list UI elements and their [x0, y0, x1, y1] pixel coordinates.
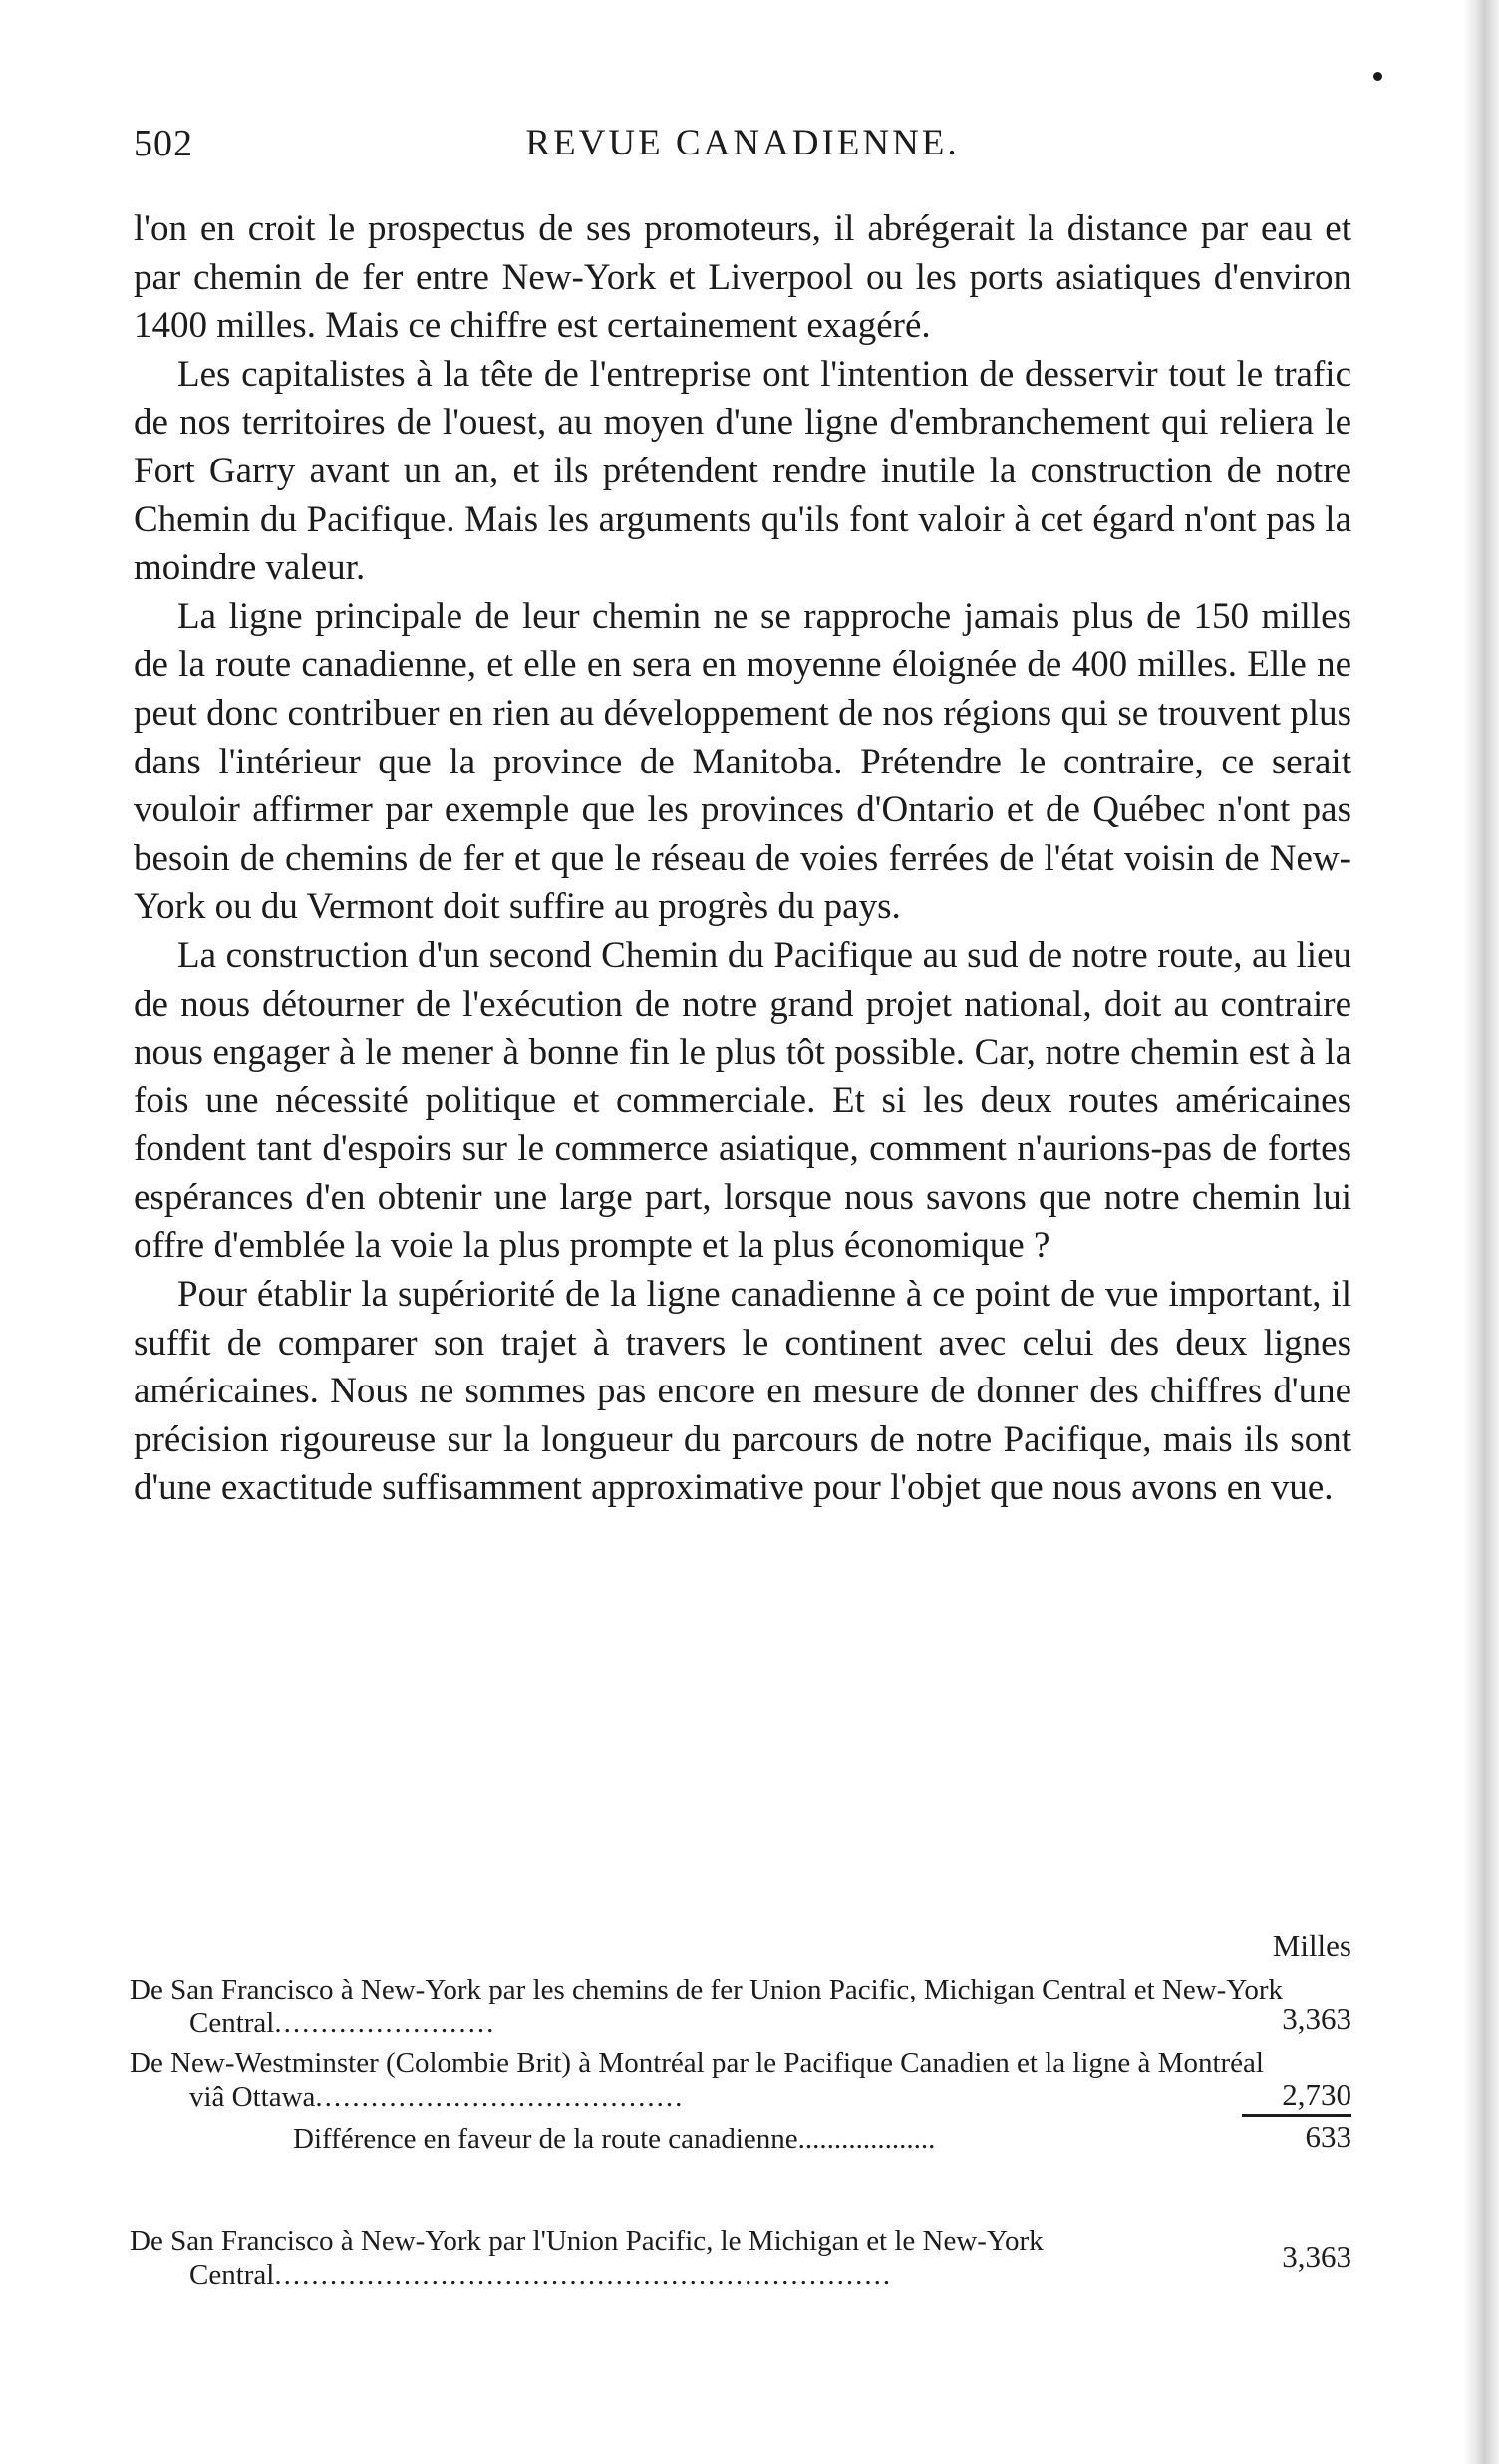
scan-speck — [1373, 72, 1382, 81]
difference-value: 633 — [1305, 2119, 1351, 2154]
row-value: 3,363 — [1282, 2239, 1351, 2274]
leader-dots: ........................................ — [315, 2081, 685, 2113]
difference-row — [130, 2119, 1351, 2168]
row-description: De San Francisco à New-York par l'Union Pacific, le Michigan et le New-York Central — [130, 2225, 1044, 2291]
paragraph-continuation: l'on en croit le prospectus de ses promoteurs, il abrégerait la distance par eau et par chemin de fer entre New-York et Liverpool ou les ports asiatiques d'environ 1400 milles. Mais ce chiffre est certainement exagéré. — [134, 208, 1351, 347]
unit-header: Milles — [1272, 1928, 1351, 1963]
paragraph-ligne-principale: La ligne principale de leur chemin ne se rapproche jamais plus de 150 milles de la route canadienne, et elle en sera en moyenne éloignée de 400 milles. Elle ne peut donc contribuer en rien au développement de nos régions qui se trouvent plus dans l'intérieur que la province de Manitoba. Prétendre le contraire, ce serait vouloir affirmer par exemple que les provinces d'Ontario et de Québec n'ont pas besoin de chemins de fer et que le réseau de voies ferrées de l'état voisin de New-York ou du Vermont doit suffire au progrès du pays. — [134, 595, 1351, 928]
row-value: 3,363 — [1282, 2002, 1351, 2036]
leader-dots: ................... — [797, 2123, 936, 2155]
table-row — [130, 2224, 1351, 2296]
row-description: De New-Westminster (Colombie Brit) à Montréal par le Pacifique Canadien et la ligne à Montréal viâ Ottawa — [130, 2047, 1264, 2113]
running-title: REVUE CANADIENNE. — [525, 123, 960, 163]
table-row — [130, 1973, 1351, 2044]
paragraph-second-chemin: La construction d'un second Chemin du Pacifique au sud de notre route, au lieu de nous détourner de l'exécution de notre grand projet national, doit au contraire nous engager à le mener à bonne fin le plus tôt possible. Car, notre chemin est à la fois une nécessité politique et commerciale. Et si les deux routes américaines fondent tant d'espoirs sur le commerce asiatique, comment n'aurions-pas de fortes espérances d'en obtenir une large part, lorsque nous savons que notre chemin lui offre d'emblée la voie la plus prompte et la plus économique ? — [134, 934, 1351, 1267]
scan-page-edge — [1463, 0, 1499, 2464]
paragraph-capitalistes: Les capitalistes à la tête de l'entreprise ont l'intention de desservir tout le trafic de nos territoires de l'ouest, au moyen d'une ligne d'embranchement qui reliera le Fort Garry avant un an, et ils prétendent rendre inutile la construction de notre Chemin du Pacifique. Mais les arguments qu'ils font valoir à cet égard n'ont pas la moindre valeur. — [134, 353, 1351, 589]
leader-dots: ................................................................... — [274, 2259, 893, 2291]
leader-dots: ........................ — [274, 2007, 496, 2039]
sum-rule — [1242, 2114, 1351, 2117]
difference-label: Différence en faveur de la route canadienne — [293, 2123, 798, 2155]
row-description: De San Francisco à New-York par les chemins de fer Union Pacific, Michigan Central et New-York Central — [130, 1974, 1284, 2039]
page-header — [134, 122, 1351, 181]
article-body — [134, 205, 1351, 1513]
paragraph-superiorite: Pour établir la supériorité de la ligne canadienne à ce point de vue important, il suffit de comparer son trajet à travers le continent avec celui des deux lignes américaines. Nous ne sommes pas encore en mesure de donner des chiffres d'une précision rigoureuse sur la longueur du parcours de notre Pacifique, mais ils sont d'une exactitude suffisamment approximative pour l'objet que nous avons en vue. — [134, 1274, 1351, 1509]
row-value: 2,730 — [1282, 2077, 1351, 2112]
page-number: 502 — [134, 123, 193, 164]
table-row — [130, 2046, 1351, 2118]
